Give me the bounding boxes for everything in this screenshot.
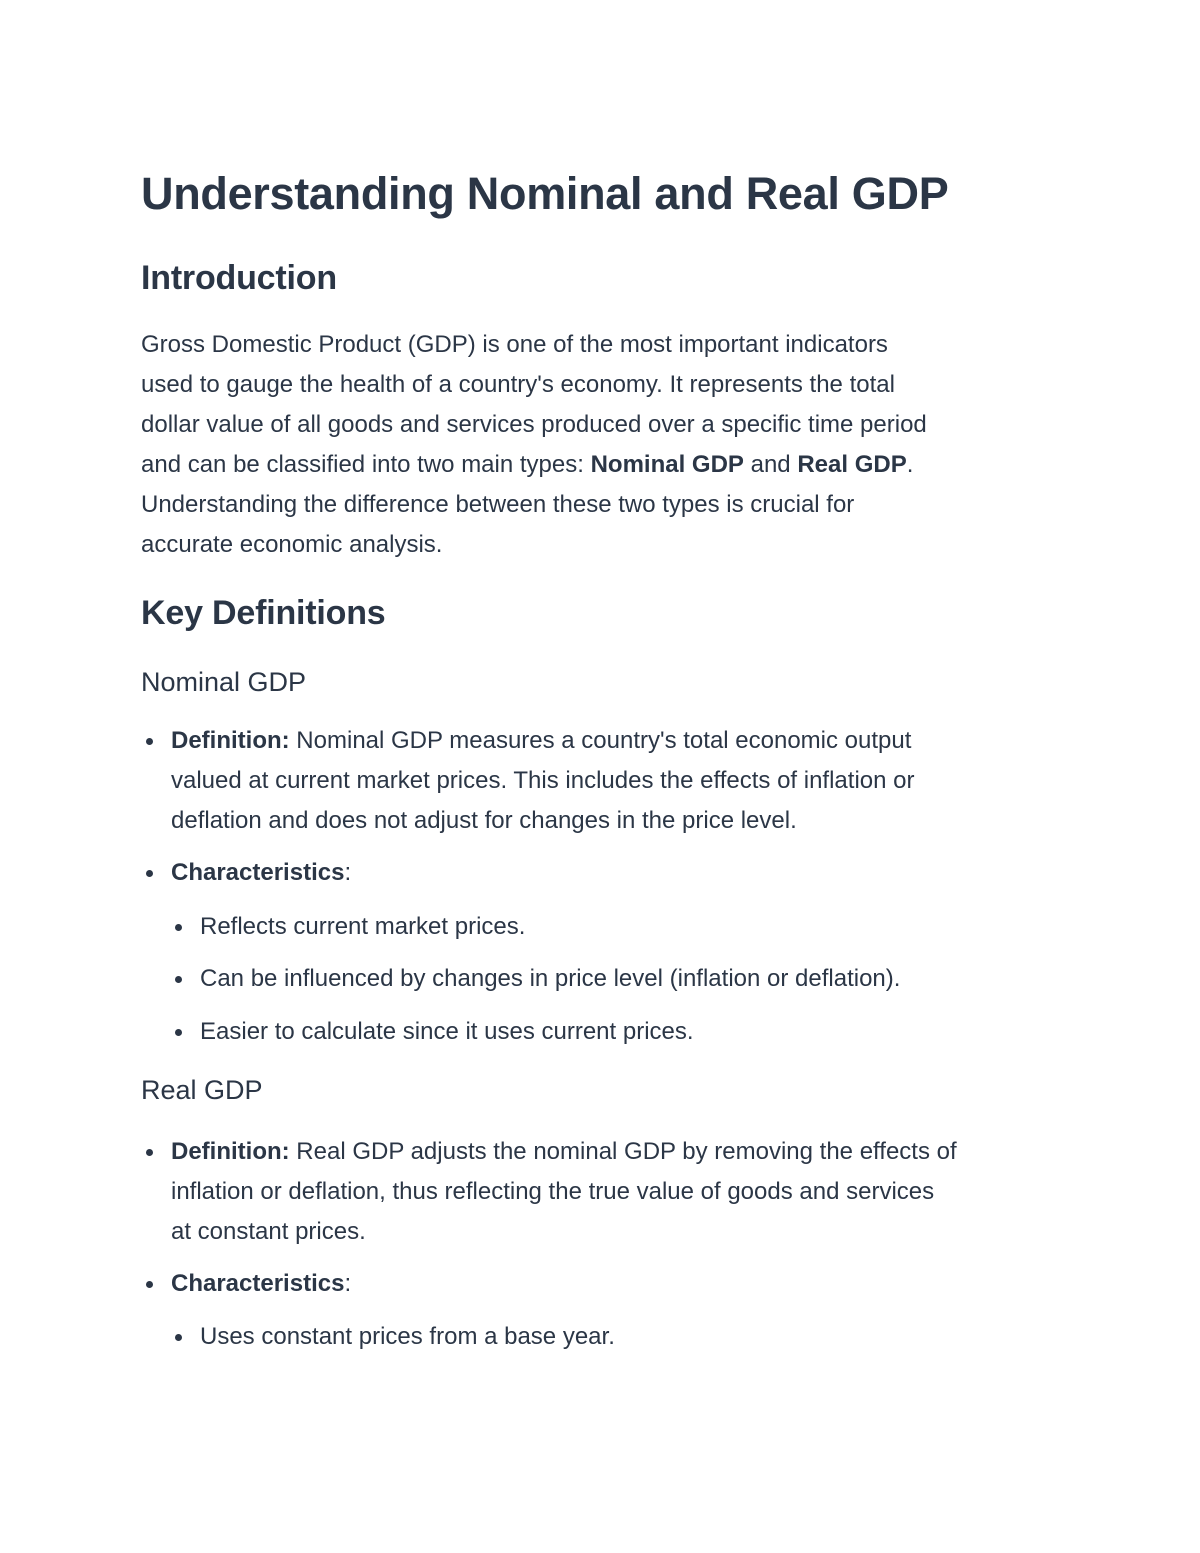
characteristic-text: Can be influenced by changes in price level (inflation or deflation). [200, 965, 901, 992]
list-item [200, 907, 1071, 947]
paragraph-line [141, 445, 1071, 485]
definition-text: Nominal GDP measures a country's total economic output [289, 727, 912, 754]
bullet-icon [175, 1029, 182, 1036]
bullet-icon [146, 1281, 153, 1288]
definition-text: deflation and does not adjust for changes in the price level. [171, 807, 797, 834]
definition-text: valued at current market prices. This includes the effects of inflation or [171, 767, 915, 794]
bold-term-real-gdp: Real GDP [797, 451, 907, 478]
definition-text: inflation or deflation, thus reflecting the true value of goods and services [171, 1178, 935, 1205]
list-item [200, 959, 1071, 999]
characteristics-colon: : [344, 859, 352, 886]
paragraph-line: accurate economic analysis. [141, 531, 443, 558]
definition-label: Definition: [171, 727, 290, 754]
bullet-icon [146, 738, 153, 745]
paragraph-text: and [743, 451, 798, 478]
paragraph-line: used to gauge the health of a country's economy. It represents the total [141, 371, 895, 398]
bullet-icon [146, 1149, 153, 1156]
bold-term-nominal-gdp: Nominal GDP [590, 451, 744, 478]
list-item-real-definition [171, 1132, 1071, 1252]
characteristic-text: Reflects current market prices. [200, 913, 526, 940]
definition-text: at constant prices. [171, 1218, 366, 1245]
bullet-icon [175, 924, 182, 931]
real-gdp-heading: Real GDP [141, 1075, 263, 1105]
bullet-icon [175, 976, 182, 983]
paragraph-line: dollar value of all goods and services produced over a specific time period [141, 411, 927, 438]
nominal-gdp-heading: Nominal GDP [141, 667, 307, 697]
definition-label: Definition: [171, 1138, 290, 1165]
page-title: Understanding Nominal and Real GDP [141, 168, 949, 219]
characteristics-label: Characteristics [171, 1270, 345, 1297]
list-item-nominal-definition [171, 721, 1071, 841]
characteristic-text: Uses constant prices from a base year. [200, 1323, 615, 1350]
paragraph-line: Gross Domestic Product (GDP) is one of the most important indicators [141, 331, 888, 358]
paragraph-text: and can be classified into two main types: [141, 451, 591, 478]
list-item-nominal-characteristics [171, 853, 1071, 893]
characteristics-colon: : [344, 1270, 352, 1297]
list-item [200, 1317, 1071, 1357]
list-item-real-characteristics [171, 1264, 1071, 1304]
paragraph-text: . [906, 451, 914, 478]
characteristic-text: Easier to calculate since it uses current prices. [200, 1018, 694, 1045]
paragraph-line: Understanding the difference between these two types is crucial for [141, 491, 855, 518]
bullet-icon [175, 1334, 182, 1341]
key-definitions-heading: Key Definitions [141, 594, 386, 632]
definition-text: Real GDP adjusts the nominal GDP by removing the effects of [289, 1138, 957, 1165]
characteristics-label: Characteristics [171, 859, 345, 886]
list-item [200, 1012, 1071, 1052]
bullet-icon [146, 870, 153, 877]
introduction-heading: Introduction [141, 259, 337, 297]
introduction-paragraph [141, 325, 1071, 565]
